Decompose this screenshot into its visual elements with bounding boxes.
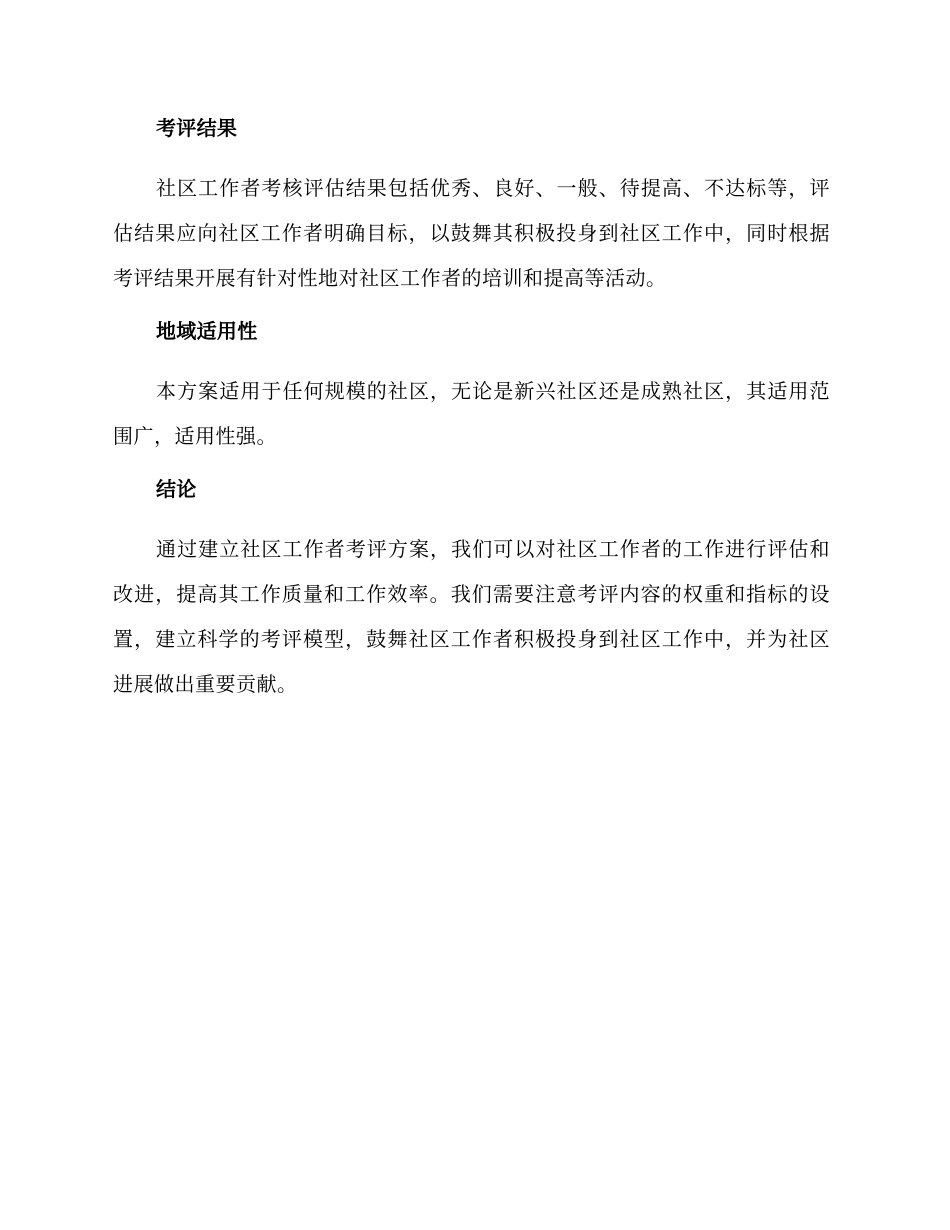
section-paragraph: 通过建立社区工作者考评方案，我们可以对社区工作者的工作进行评估和改进，提高其工作质量和工作效率。我们需要注意考评内容的权重和指标的设置，建立科学的考评模型，鼓舞社区工作者积极投身到社区工作中，并为社区进展做出重要贡献。 [113,537,830,696]
spacer [113,301,830,315]
section-evaluation-results [113,112,830,315]
spacer [113,459,830,473]
section-heading: 结论 [156,477,197,501]
section-paragraph: 社区工作者考核评估结果包括优秀、良好、一般、待提高、不达标等，评估结果应向社区工作者明确目标，以鼓舞其积极投身到社区工作中，同时根据考评结果开展有针对性地对社区工作者的培训和提高等活动。 [113,176,830,290]
section-regional-applicability [113,315,830,473]
spacer [113,347,830,369]
spacer [113,505,830,527]
spacer [113,144,830,166]
section-conclusion [113,473,830,707]
section-heading: 地域适用性 [156,319,258,343]
section-heading: 考评结果 [156,116,238,140]
section-paragraph: 本方案适用于任何规模的社区，无论是新兴社区还是成熟社区，其适用范围广，适用性强。 [113,379,830,448]
